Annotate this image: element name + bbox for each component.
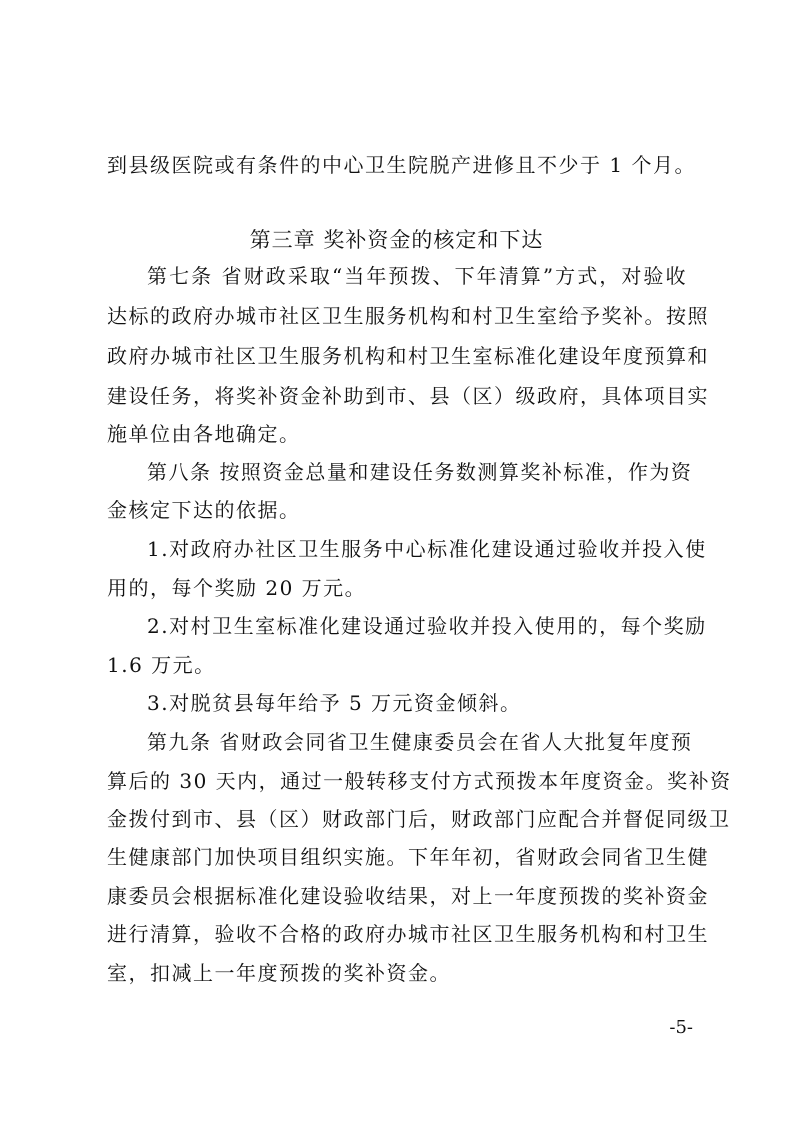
article-9-line-3: 金拨付到市、县（区）财政部门后，财政部门应配合并督促同级卫 <box>107 807 731 831</box>
item-1-line-2: 用的，每个奖励 20 万元。 <box>107 576 367 600</box>
article-7-line-3: 政府办城市社区卫生服务机构和村卫生室标准化建设年度预算和 <box>107 344 709 368</box>
article-9-line-2: 算后的 30 天内，通过一般转移支付方式预拨本年度资金。奖补资 <box>107 769 732 793</box>
article-7-line-1: 第七条 省财政采取“当年预拨、下年清算”方式，对验收 <box>147 264 687 288</box>
article-9-line-6: 进行清算，验收不合格的政府办城市社区卫生服务机构和村卫生 <box>107 922 709 946</box>
chapter-title: 第三章 奖补资金的核定和下达 <box>249 228 544 252</box>
article-9-line-4: 生健康部门加快项目组织实施。下年年初，省财政会同省卫生健 <box>107 845 709 869</box>
page-number: -5- <box>669 1017 693 1038</box>
item-1-line-1: 1.对政府办社区卫生服务中心标准化建设通过验收并投入使 <box>147 537 707 561</box>
article-9-line-1: 第九条 省财政会同省卫生健康委员会在省人大批复年度预 <box>147 730 693 754</box>
article-9-line-7: 室，扣减上一年度预拨的奖补资金。 <box>107 961 451 985</box>
article-8-line-1: 第八条 按照资金总量和建设任务数测算奖补标准，作为资 <box>147 460 693 484</box>
continuation-line: 到县级医院或有条件的中心卫生院脱产进修且不少于 1 个月。 <box>107 153 696 177</box>
item-2-line-1: 2.对村卫生室标准化建设通过验收并投入使用的，每个奖励 <box>147 614 707 638</box>
article-7-line-4: 建设任务，将奖补资金补助到市、县（区）级政府，具体项目实 <box>107 384 709 408</box>
article-8-line-2: 金核定下达的依据。 <box>107 498 301 522</box>
article-7-line-5: 施单位由各地确定。 <box>107 422 301 446</box>
item-3-line-1: 3.对脱贫县每年给予 5 万元资金倾斜。 <box>147 691 522 715</box>
item-2-line-2: 1.6 万元。 <box>107 653 216 677</box>
article-7-line-2: 达标的政府办城市社区卫生服务机构和村卫生室给予奖补。按照 <box>107 304 709 328</box>
article-9-line-5: 康委员会根据标准化建设验收结果，对上一年度预拨的奖补资金 <box>107 884 709 908</box>
